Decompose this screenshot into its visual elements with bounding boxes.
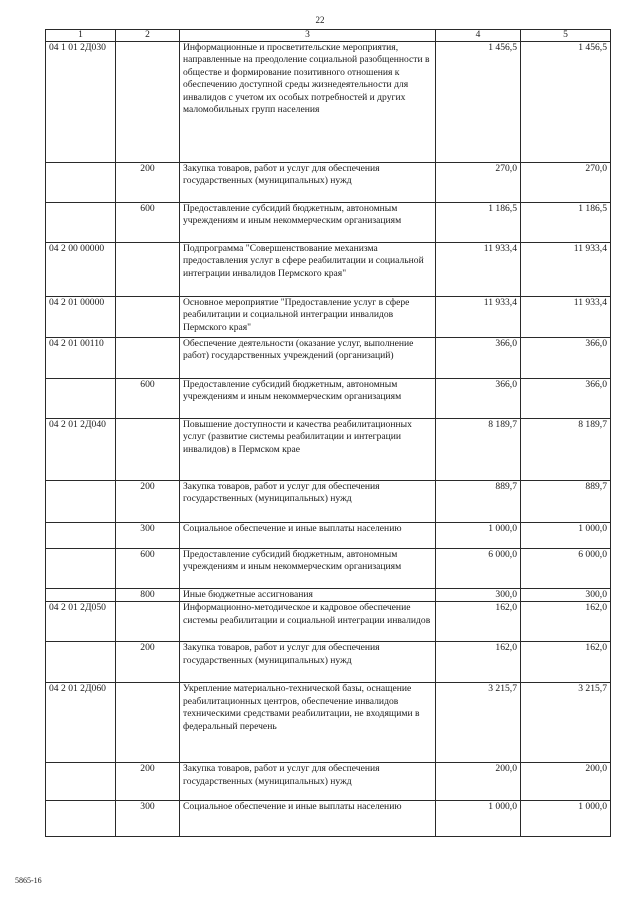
table-row: [46, 549, 611, 589]
row-value-col5: 366,0: [521, 379, 611, 419]
row-value-col4: 200,0: [436, 763, 521, 801]
row-value-col4: 3 215,7: [436, 683, 521, 763]
row-description: Иные бюджетные ассигнования: [180, 589, 436, 602]
table-row: [46, 602, 611, 642]
row-value-col5: 300,0: [521, 589, 611, 602]
table-row: [46, 163, 611, 203]
header-col-5: 5: [521, 30, 611, 42]
row-group: [116, 42, 180, 163]
row-value-col5: 1 000,0: [521, 523, 611, 549]
row-code: 04 2 00 00000: [46, 243, 116, 297]
table-row: [46, 523, 611, 549]
row-description: Предоставление субсидий бюджетным, автономным учреждениям и иным некоммерческим организациям: [180, 203, 436, 243]
header-col-4: 4: [436, 30, 521, 42]
row-description: Подпрограмма "Совершенствование механизма предоставления услуг в сфере реабилитации и социальной интеграции инвалидов Пермского края": [180, 243, 436, 297]
row-value-col5: 1 456,5: [521, 42, 611, 163]
table-row: [46, 763, 611, 801]
row-code: 04 2 01 00000: [46, 297, 116, 338]
row-value-col4: 162,0: [436, 602, 521, 642]
row-description: Основное мероприятие "Предоставление услуг в сфере реабилитации и социальной интеграции инвалидов Пермского края": [180, 297, 436, 338]
row-group: [116, 297, 180, 338]
budget-table: [45, 29, 611, 837]
row-value-col4: 270,0: [436, 163, 521, 203]
row-value-col4: 8 189,7: [436, 419, 521, 481]
table-row: [46, 589, 611, 602]
row-description: Закупка товаров, работ и услуг для обеспечения государственных (муниципальных) нужд: [180, 163, 436, 203]
table-row: [46, 481, 611, 523]
header-col-3: 3: [180, 30, 436, 42]
row-value-col4: 6 000,0: [436, 549, 521, 589]
table-row: [46, 243, 611, 297]
row-value-col4: 300,0: [436, 589, 521, 602]
row-value-col4: 1 000,0: [436, 801, 521, 837]
table-row: [46, 683, 611, 763]
table-row: [46, 203, 611, 243]
table-row: [46, 297, 611, 338]
row-code: [46, 203, 116, 243]
row-value-col5: 1 186,5: [521, 203, 611, 243]
row-description: Обеспечение деятельности (оказание услуг, выполнение работ) государственных учреждений (организаций): [180, 338, 436, 379]
table-row: [46, 419, 611, 481]
row-value-col5: 200,0: [521, 763, 611, 801]
row-group: [116, 683, 180, 763]
row-code: [46, 481, 116, 523]
row-group: 200: [116, 481, 180, 523]
row-value-col4: 11 933,4: [436, 297, 521, 338]
row-description: Закупка товаров, работ и услуг для обеспечения государственных (муниципальных) нужд: [180, 642, 436, 683]
row-group: 200: [116, 763, 180, 801]
row-code: [46, 763, 116, 801]
row-value-col5: 366,0: [521, 338, 611, 379]
row-value-col4: 366,0: [436, 379, 521, 419]
row-description: Предоставление субсидий бюджетным, автономным учреждениям и иным некоммерческим организациям: [180, 549, 436, 589]
header-col-1: 1: [46, 30, 116, 42]
row-code: [46, 163, 116, 203]
row-description: Социальное обеспечение и иные выплаты населению: [180, 523, 436, 549]
row-value-col5: 1 000,0: [521, 801, 611, 837]
row-group: 200: [116, 163, 180, 203]
row-value-col4: 1 456,5: [436, 42, 521, 163]
document-code: 5865-16: [15, 876, 42, 885]
row-value-col5: 11 933,4: [521, 297, 611, 338]
table-body: [46, 42, 611, 837]
row-code: 04 2 01 2Д040: [46, 419, 116, 481]
row-group: [116, 602, 180, 642]
row-group: 300: [116, 523, 180, 549]
row-code: 04 2 01 2Д050: [46, 602, 116, 642]
row-value-col4: 162,0: [436, 642, 521, 683]
row-value-col4: 1 000,0: [436, 523, 521, 549]
row-code: [46, 589, 116, 602]
row-value-col4: 366,0: [436, 338, 521, 379]
page-number: 22: [315, 15, 325, 25]
row-value-col4: 11 933,4: [436, 243, 521, 297]
row-value-col5: 270,0: [521, 163, 611, 203]
table-row: [46, 642, 611, 683]
row-description: Предоставление субсидий бюджетным, автономным учреждениям и иным некоммерческим организациям: [180, 379, 436, 419]
row-description: Закупка товаров, работ и услуг для обеспечения государственных (муниципальных) нужд: [180, 763, 436, 801]
row-code: [46, 801, 116, 837]
row-group: 600: [116, 379, 180, 419]
row-group: 800: [116, 589, 180, 602]
row-code: [46, 642, 116, 683]
row-value-col5: 3 215,7: [521, 683, 611, 763]
header-col-2: 2: [116, 30, 180, 42]
row-group: [116, 243, 180, 297]
row-group: 600: [116, 549, 180, 589]
header-row: [46, 30, 611, 42]
row-group: 200: [116, 642, 180, 683]
row-code: [46, 379, 116, 419]
table-row: [46, 338, 611, 379]
table-header: [46, 30, 611, 42]
table-row: [46, 379, 611, 419]
row-description: Информационно-методическое и кадровое обеспечение системы реабилитации и социальной интеграции инвалидов: [180, 602, 436, 642]
row-code: [46, 523, 116, 549]
row-value-col4: 889,7: [436, 481, 521, 523]
row-value-col5: 889,7: [521, 481, 611, 523]
row-value-col5: 8 189,7: [521, 419, 611, 481]
row-value-col5: 11 933,4: [521, 243, 611, 297]
row-group: 300: [116, 801, 180, 837]
row-value-col5: 6 000,0: [521, 549, 611, 589]
row-value-col5: 162,0: [521, 602, 611, 642]
row-group: [116, 338, 180, 379]
row-code: [46, 549, 116, 589]
row-group: 600: [116, 203, 180, 243]
table-row: [46, 801, 611, 837]
table-row: [46, 42, 611, 163]
row-code: 04 2 01 00110: [46, 338, 116, 379]
row-description: Повышение доступности и качества реабилитационных услуг (развитие системы реабилитации и интеграции инвалидов) в Пермском крае: [180, 419, 436, 481]
row-code: 04 1 01 2Д030: [46, 42, 116, 163]
row-description: Закупка товаров, работ и услуг для обеспечения государственных (муниципальных) нужд: [180, 481, 436, 523]
row-description: Социальное обеспечение и иные выплаты населению: [180, 801, 436, 837]
row-group: [116, 419, 180, 481]
row-description: Укрепление материально-технической базы, оснащение реабилитационных центров, обеспечение инвалидов техническими средствами реабилитации, не входящими в федеральный перечень: [180, 683, 436, 763]
row-description: Информационные и просветительские мероприятия, направленные на преодоление социальной разобщенности в обществе и формирование позитивного отношения к обеспечению доступной среды жизнедеятельности для инвалидов с учетом их особых потребностей и других маломобильных групп населения: [180, 42, 436, 163]
row-value-col4: 1 186,5: [436, 203, 521, 243]
row-value-col5: 162,0: [521, 642, 611, 683]
row-code: 04 2 01 2Д060: [46, 683, 116, 763]
